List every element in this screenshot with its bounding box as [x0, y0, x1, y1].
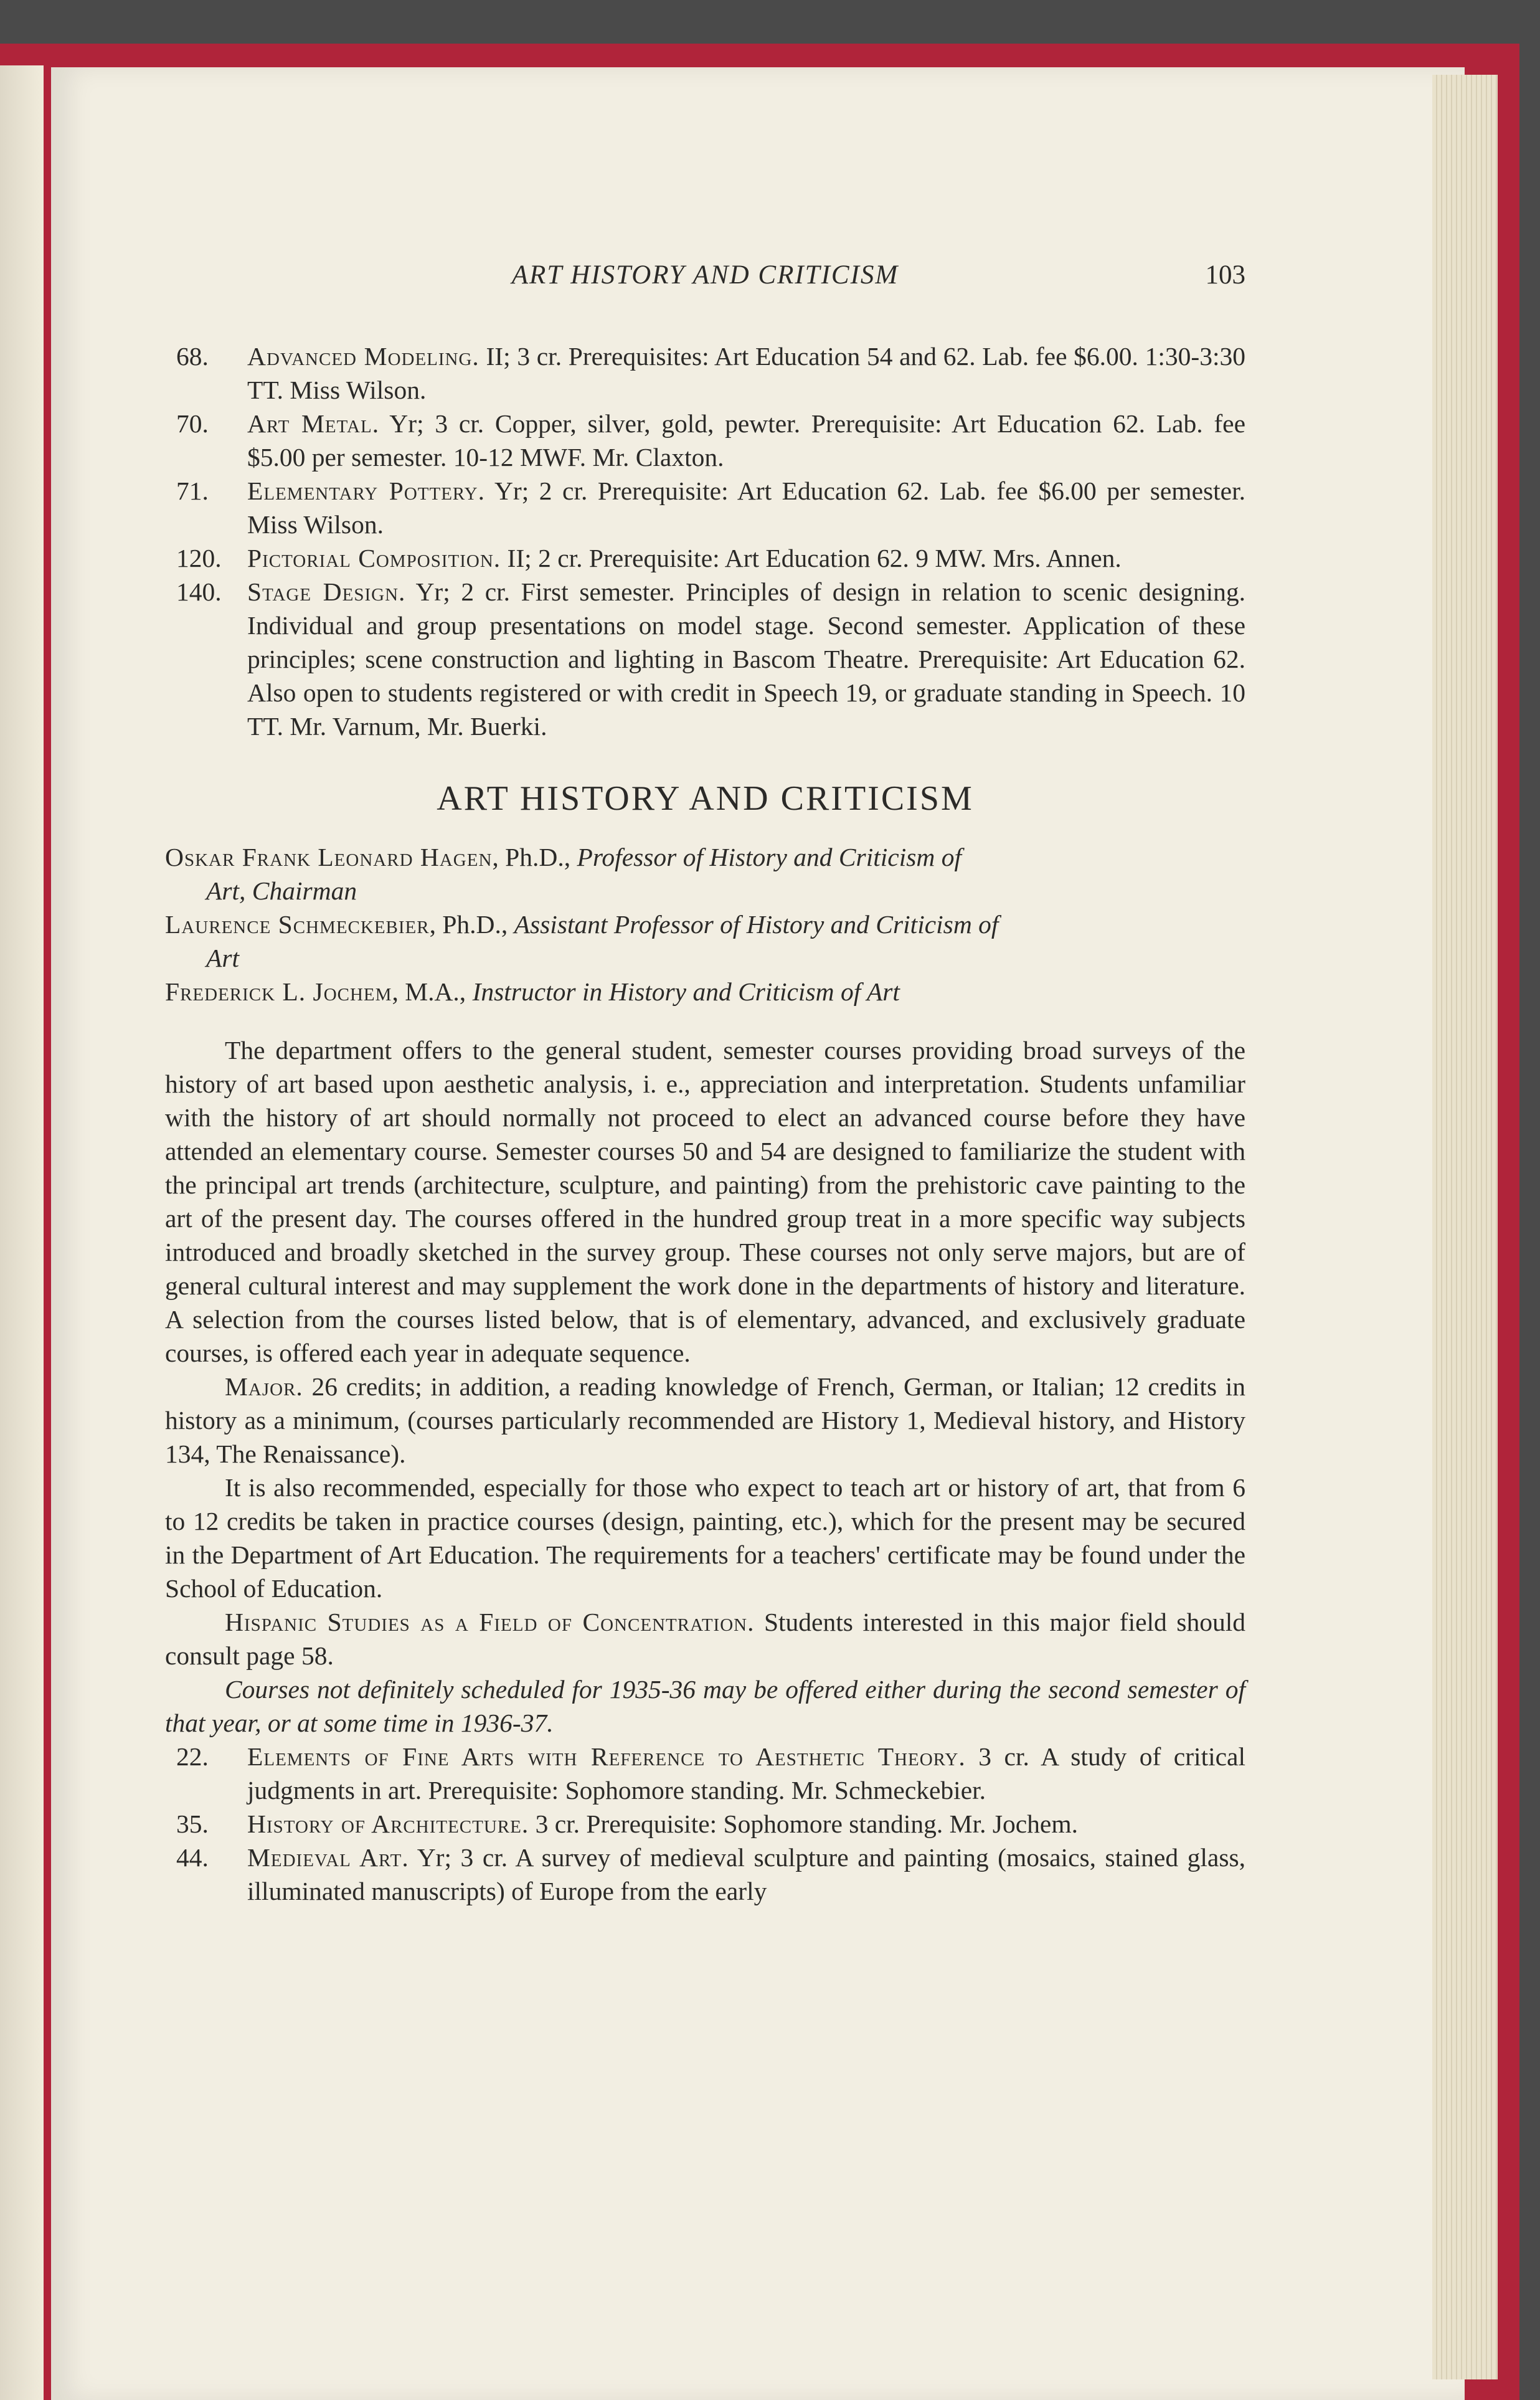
faculty-title: Professor of History and Criticism of [577, 843, 962, 871]
course-description: Yr; 2 cr. Prerequisite: Art Education 62. Lab. fee $6.00 per semester. Miss Wilson. [247, 477, 1246, 539]
faculty-title-continued: Art, Chairman [206, 876, 357, 905]
course-title: History of Architecture. [247, 1809, 529, 1838]
art-history-course-list [165, 1740, 1245, 1908]
course-description: Yr; 2 cr. First semester. Principles of design in relation to scenic designing. Individual and group presentations on model stage. Second semester. Application of these principles; scene construction and lighting in Bascom Theatre. Prerequisite: Art Education 62. Also open to students registered or with credit in Speech 19, or graduate standing in Speech. 10 TT. Mr. Varnum, Mr. Buerki. [247, 577, 1245, 741]
course-entry [165, 1807, 1245, 1841]
course-number: 44. [176, 1843, 209, 1872]
course-number: 68. [176, 342, 209, 371]
course-number: 71. [176, 477, 209, 505]
faculty-title: Instructor in History and Criticism of Art [472, 977, 900, 1006]
course-description: Yr; 3 cr. A survey of medieval sculpture and painting (mosaics, stained glass, illuminated manuscripts) of Europe from the early [247, 1843, 1246, 1905]
course-description: Yr; 3 cr. Copper, silver, gold, pewter. Prerequisite: Art Education 62. Lab. fee $5.00 per semester. 10-12 MWF. Mr. Claxton. [247, 409, 1245, 472]
page-content [165, 258, 1245, 1908]
faculty-title-continued: Art [206, 944, 240, 972]
hispanic-text: Students interested in this major field should consult page 58. [165, 1608, 1245, 1670]
faculty-name: Laurence Schmeckebier [165, 910, 430, 939]
faculty-degree: , Ph.D., [492, 843, 577, 871]
course-description: 3 cr. A study of critical judgments in art. Prerequisite: Sophomore standing. Mr. Schmeckebier. [247, 1742, 1245, 1805]
course-number: 120. [176, 544, 222, 572]
faculty-name: Oskar Frank Leonard Hagen [165, 843, 493, 871]
course-number: 22. [176, 1742, 209, 1771]
course-description: II; 2 cr. Prerequisite: Art Education 62. 9 MW. Mrs. Annen. [501, 544, 1122, 572]
major-label: Major. [225, 1372, 303, 1401]
running-title: ART HISTORY AND CRITICISM [511, 260, 899, 290]
art-education-course-list [165, 339, 1245, 743]
major-text: 26 credits; in addition, a reading knowledge of French, German, or Italian; 12 credits in history as a minimum, (courses particularly recommended are History 1, Medieval history, and History 134, The Renaissance). [165, 1372, 1245, 1468]
course-entry [165, 1841, 1245, 1908]
course-number: 70. [176, 409, 209, 438]
faculty-list [165, 840, 1245, 1008]
faculty-degree: , Ph.D., [429, 910, 514, 939]
course-entry [165, 407, 1245, 474]
course-entry [165, 575, 1245, 743]
faculty-member [165, 908, 1245, 975]
course-description: II; 3 cr. Prerequisites: Art Education 54 and 62. Lab. fee $6.00. 1:30-3:30 TT. Miss Wilson. [247, 342, 1245, 404]
course-description: 3 cr. Prerequisite: Sophomore standing. Mr. Jochem. [529, 1809, 1078, 1838]
course-title: Advanced Modeling. [247, 342, 479, 371]
course-number: 140. [176, 577, 222, 606]
course-title: Pictorial Composition. [247, 544, 501, 572]
course-entry [165, 474, 1245, 541]
faculty-member [165, 840, 1245, 908]
course-number: 35. [176, 1809, 209, 1838]
course-title: Elements of Fine Arts with Reference to Aesthetic Theory. [247, 1742, 966, 1771]
recommendation-paragraph: It is also recommended, especially for those who expect to teach art or history of art, that from 6 to 12 credits be taken in practice courses (design, painting, etc.), which for the present may be secured in the Department of Art Education. The requirements for a teachers' certificate may be found under the School of Education. [165, 1473, 1245, 1603]
course-entry [165, 339, 1245, 407]
running-head [165, 258, 1245, 302]
course-entry [165, 1740, 1245, 1807]
faculty-member [165, 975, 1245, 1008]
section-heading: ART HISTORY AND CRITICISM [437, 779, 974, 818]
course-title: Elementary Pottery. [247, 477, 485, 505]
faculty-title: Assistant Professor of History and Criticism of [514, 910, 999, 939]
facing-page-edge [0, 65, 44, 2400]
faculty-name: Frederick L. Jochem [165, 977, 392, 1006]
course-entry [165, 541, 1245, 575]
page-edges [1432, 75, 1498, 2379]
faculty-degree: , M.A., [392, 977, 473, 1006]
course-title: Stage Design. [247, 577, 406, 606]
course-title: Art Metal. [247, 409, 380, 438]
page-number: 103 [1205, 260, 1245, 290]
major-paragraph [165, 1370, 1245, 1471]
course-title: Medieval Art. [247, 1843, 409, 1872]
hispanic-paragraph [165, 1605, 1245, 1672]
hispanic-label: Hispanic Studies as a Field of Concentration. [225, 1608, 755, 1636]
intro-paragraph: The department offers to the general student, semester courses providing broad surveys of the history of art based upon aesthetic analysis, i. e., appreciation and interpretation. Students unfamiliar with the history of art should normally not proceed to elect an advanced course before they have attended an elementary course. Semester courses 50 and 54 are designed to familiarize the student with the principal art trends (architecture, sculpture, and painting) from the prehistoric cave painting to the art of the present day. The courses offered in the hundred group treat in a more specific way subjects introduced and broadly sketched in the survey group. These courses not only serve majors, but are of general cultural interest and may supplement the work done in the departments of history and literature. A selection from the courses listed below, that is of elementary, advanced, and exclusively graduate courses, is offered each year in adequate sequence. [165, 1036, 1245, 1367]
schedule-note: Courses not definitely scheduled for 1935-36 may be offered either during the second semester of that year, or at some time in 1936-37. [165, 1675, 1245, 1737]
